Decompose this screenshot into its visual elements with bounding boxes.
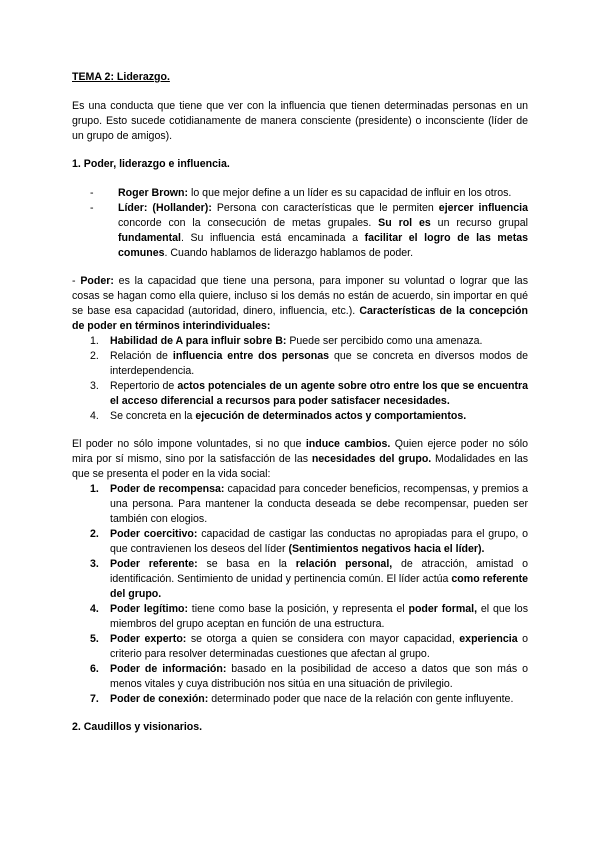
modality-term: Poder de recompensa:: [110, 483, 225, 495]
modality-text: o criterio para resolver determinadas cuestiones que afectan al grupo.: [110, 633, 528, 660]
characteristic-text: Puede ser percibido como una amenaza.: [286, 335, 483, 347]
document-title: TEMA 2: Liderazgo.: [72, 71, 170, 83]
item-number: 4.: [90, 410, 99, 422]
modality-experto: [72, 632, 528, 662]
voluntades-text: Quien ejerce poder no sólo mira por sí mismo, sino por la satisfacción de las: [72, 438, 529, 465]
characteristic-item: [72, 349, 528, 379]
item-number: 3.: [90, 558, 99, 570]
modality-text: tiene como base la posición, y representa el: [187, 603, 409, 615]
definition-emphasis: Su rol es: [378, 217, 431, 229]
voluntades-text: Modalidades en las que se presenta el poder en la vida social:: [72, 453, 529, 480]
characteristic-text: Repertorio de: [110, 380, 178, 392]
definition-text: Persona con características que le permiten: [211, 202, 439, 214]
characteristic-text: Se concreta en la: [110, 410, 196, 422]
modality-conexion: [72, 692, 528, 707]
modality-term: Poder experto:: [110, 633, 187, 645]
modality-term: Poder legítimo:: [110, 603, 188, 615]
definition-text: lo que mejor define a un líder es su capacidad de influir en los otros.: [188, 187, 512, 199]
modality-text: capacidad para conceder beneficios, recompensas, y premios a una persona. Para mantener la conducta deseada se debe recompensar, pueden ser también con elogios.: [110, 483, 528, 525]
characteristic-text: que se concreta en diversos modos de interdependencia.: [110, 350, 528, 377]
definition-emphasis: ejercer influencia: [438, 202, 528, 214]
modalities-list: [72, 482, 528, 707]
definition-term: Líder: (Hollander):: [118, 202, 212, 214]
characteristic-emphasis: ejecución de determinados actos y comportamientos.: [195, 410, 467, 422]
modality-text: determinado poder que nace de la relación con gente influyente.: [208, 693, 514, 705]
modality-emphasis: poder formal,: [408, 603, 478, 615]
item-number: 2.: [90, 350, 99, 362]
modality-term: Poder coercitivo:: [110, 528, 198, 540]
characteristics-intro: Características de la concepción de poder en términos interindividuales:: [72, 305, 528, 332]
item-number: 6.: [90, 663, 99, 675]
voluntades-paragraph: [72, 437, 528, 482]
voluntades-emphasis: induce cambios.: [305, 438, 391, 450]
modality-emphasis: experiencia: [459, 633, 518, 645]
modality-term: Poder de información:: [110, 663, 227, 675]
modality-term: Poder de conexión:: [110, 693, 209, 705]
intro-paragraph: Es una conducta que tiene que ver con la influencia que tienen determinadas personas en un grupo. Esto sucede cotidianamente de manera consciente (presidente) o inconsciente (líder de un grupo de amigos).: [72, 100, 528, 142]
voluntades-emphasis: necesidades del grupo.: [311, 453, 432, 465]
poder-paragraph: [72, 274, 528, 334]
list-dash: -: [90, 202, 94, 214]
modality-text: se otorga a quien se considera con mayor capacidad,: [186, 633, 460, 645]
characteristics-list: [72, 334, 528, 424]
modality-term: Poder referente:: [110, 558, 198, 570]
characteristic-emphasis: influencia entre dos personas: [172, 350, 330, 362]
characteristic-item: [72, 379, 528, 409]
modality-text: se basa en la: [197, 558, 296, 570]
modality-text: el que los miembros del grupo aceptan en función de una estructura.: [110, 603, 528, 630]
list-dash: -: [90, 187, 94, 199]
section-2-heading: 2. Caudillos y visionarios.: [72, 721, 203, 733]
section-1-heading: 1. Poder, liderazgo e influencia.: [72, 158, 230, 170]
definition-emphasis: fundamental: [118, 232, 181, 244]
voluntades-text: El poder no sólo impone voluntades, si no que: [72, 438, 306, 450]
definition-text: un recurso grupal: [430, 217, 528, 229]
characteristic-emphasis: Habilidad de A para influir sobre B:: [110, 335, 287, 347]
characteristic-item: [72, 334, 528, 349]
item-number: 3.: [90, 380, 99, 392]
item-number: 1.: [90, 483, 99, 495]
modality-emphasis: como referente del grupo.: [110, 573, 528, 600]
definition-text: concorde con la consecución de metas grupales.: [118, 217, 379, 229]
characteristic-emphasis: actos potenciales de un agente sobre otro entre los que se encuentra el acceso diferencial a recursos para poder satisfacer necesidades.: [110, 380, 528, 407]
definition-hollander: [72, 201, 528, 261]
poder-text: es la capacidad que tiene una persona, para imponer su voluntad o lograr que las cosas se hagan como ella quiere, incluso si los demás no están de acuerdo, sin importar en qué se base esa capacidad (autoridad, dinero, influencia, etc.).: [72, 275, 528, 317]
modality-informacion: [72, 662, 528, 692]
characteristic-text: Relación de: [110, 350, 173, 362]
definitions-list: [72, 186, 528, 261]
item-number: 2.: [90, 528, 99, 540]
definition-term: Roger Brown:: [118, 187, 189, 199]
modality-emphasis: (Sentimientos negativos hacia el líder).: [288, 543, 485, 555]
modality-emphasis: relación personal,: [295, 558, 393, 570]
characteristic-item: [72, 409, 528, 424]
modality-text: de atracción, amistad o identificación. Sentimiento de unidad y pertinencia común. El líder actúa: [110, 558, 528, 585]
definition-roger-brown: [72, 186, 528, 201]
paragraph-dash: -: [72, 275, 81, 287]
modality-legitimo: [72, 602, 528, 632]
modality-recompensa: [72, 482, 528, 527]
poder-term: Poder:: [80, 275, 114, 287]
item-number: 1.: [90, 335, 99, 347]
document-page: [72, 70, 528, 749]
item-number: 7.: [90, 693, 99, 705]
definition-text: . Cuando hablamos de liderazgo hablamos de poder.: [164, 247, 414, 259]
modality-text: capacidad de castigar las conductas no apropiadas para el grupo, o que contravienen los deseos del líder: [110, 528, 529, 555]
definition-emphasis: facilitar el logro de las metas comunes: [118, 232, 529, 259]
item-number: 5.: [90, 633, 99, 645]
modality-referente: [72, 557, 528, 602]
item-number: 4.: [90, 603, 99, 615]
definition-text: . Su influencia está encaminada a: [180, 232, 365, 244]
modality-text: basado en la posibilidad de acceso a datos que son más o menos vitales y cuya distribución nos sitúa en una situación de privilegio.: [110, 663, 528, 690]
modality-coercitivo: [72, 527, 528, 557]
